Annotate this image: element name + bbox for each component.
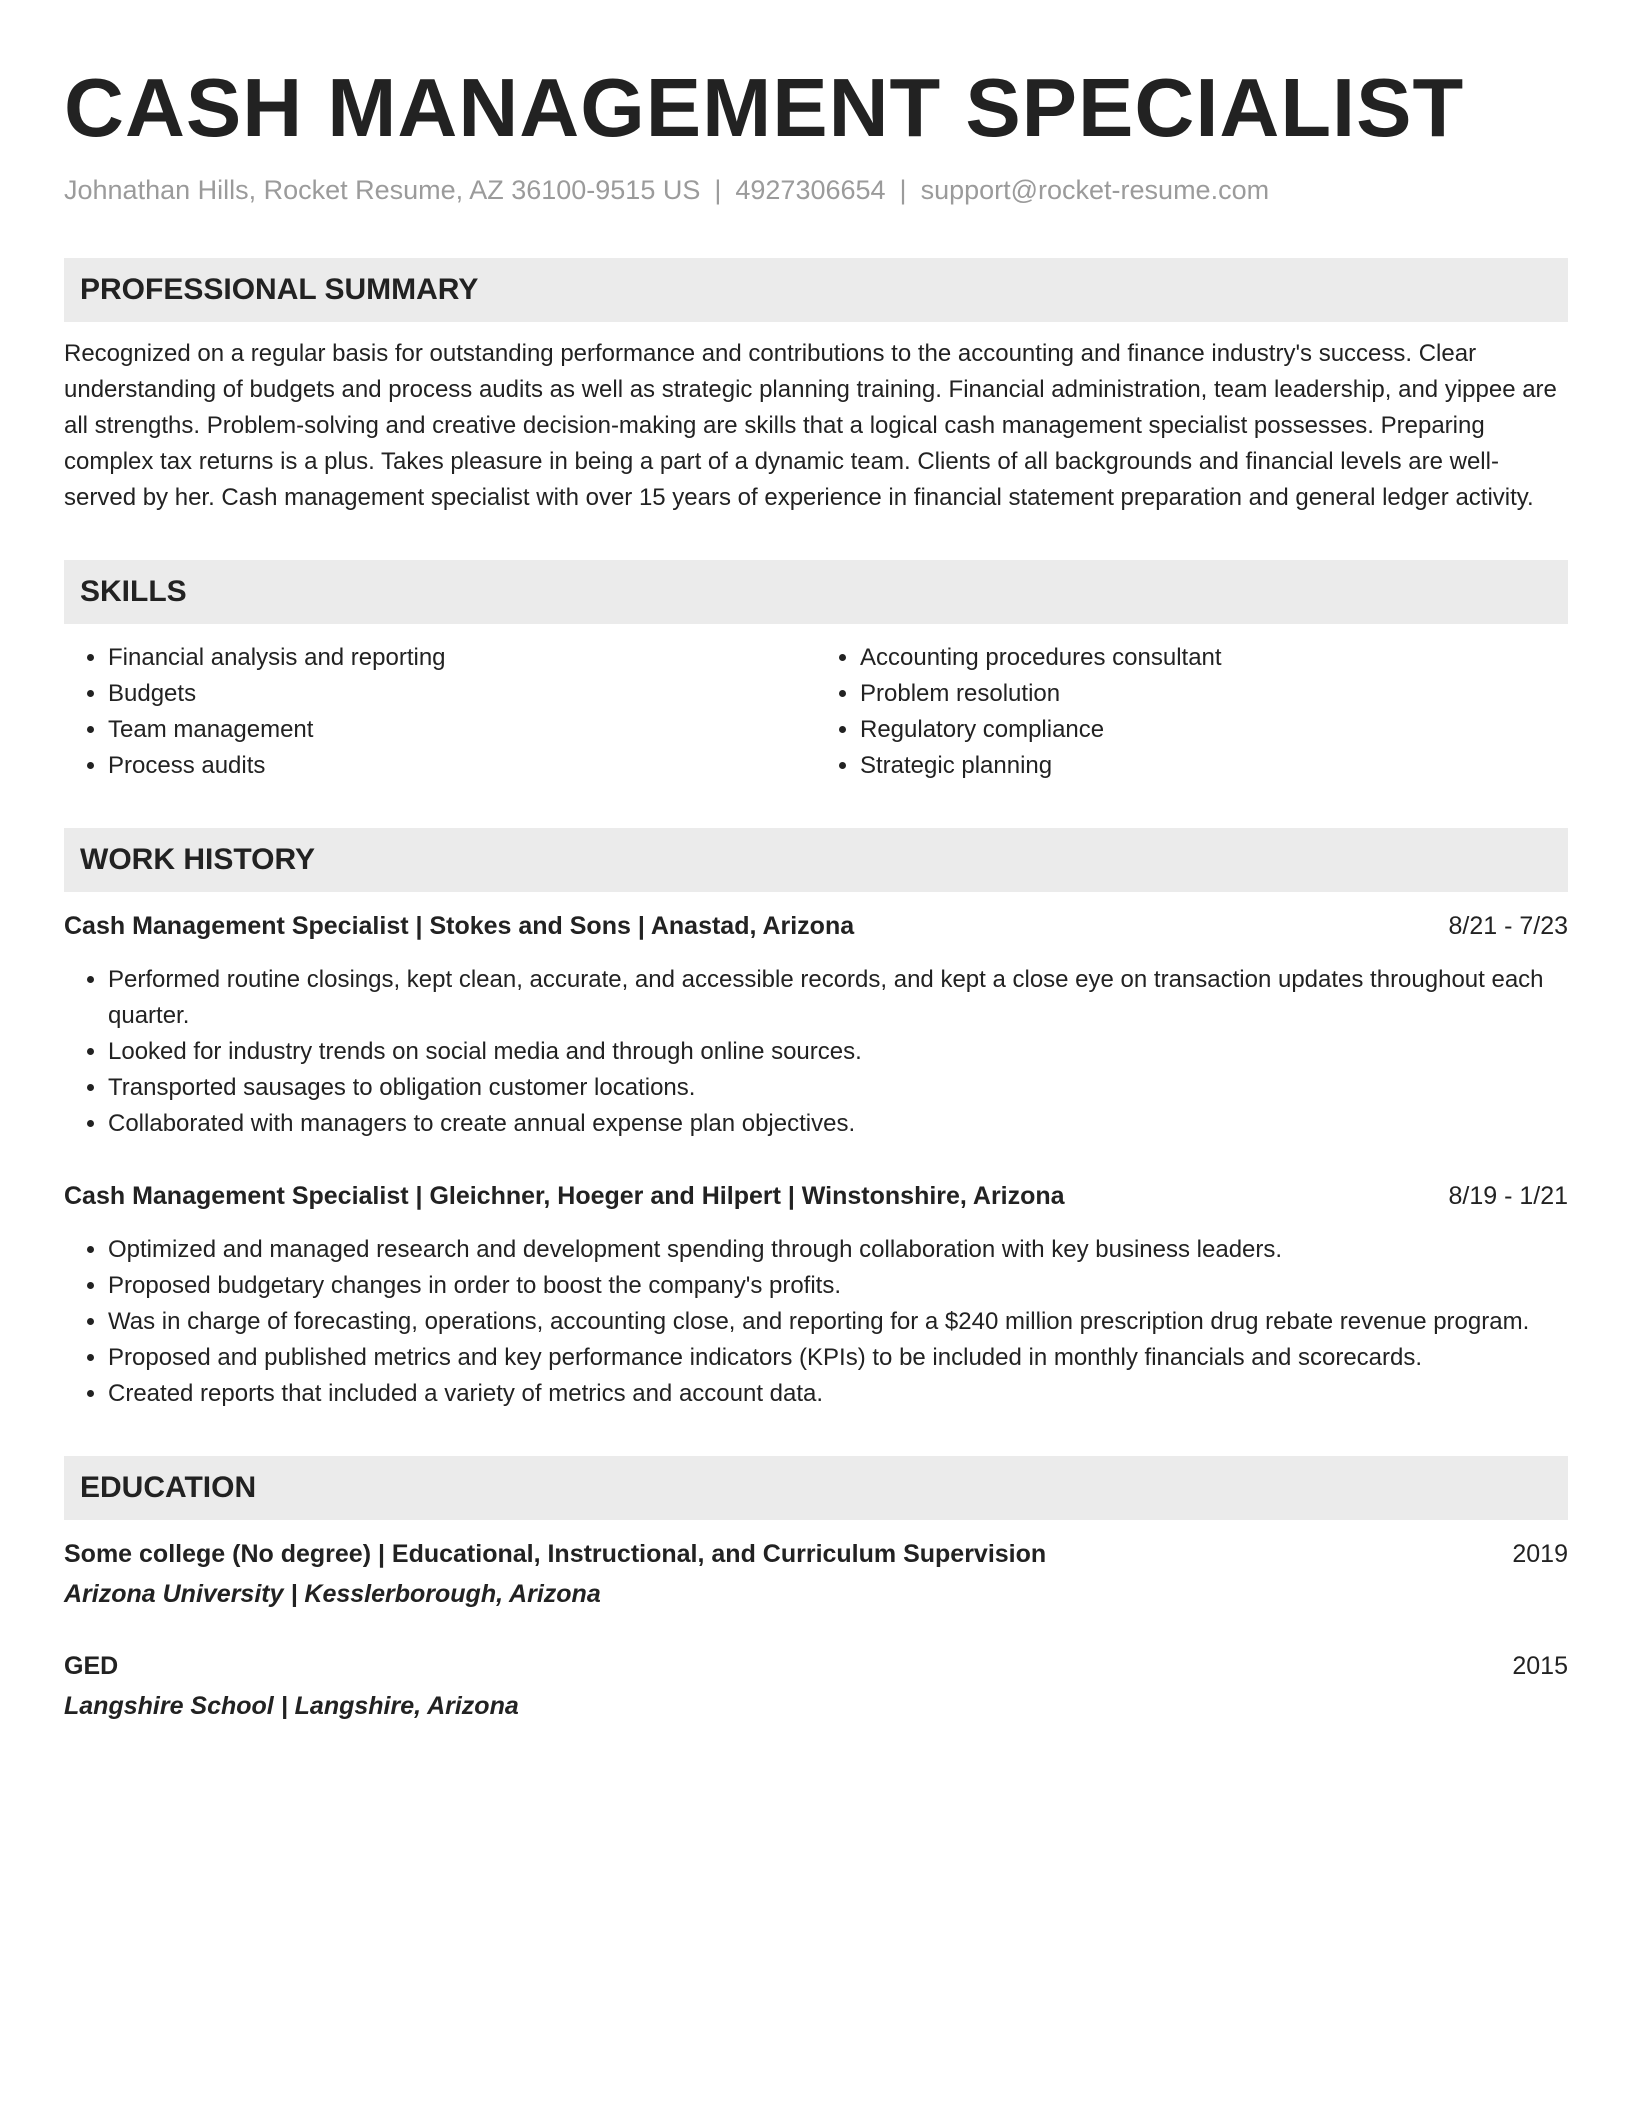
work-history-heading: WORK HISTORY (64, 828, 1568, 892)
job-bullet: • Looked for industry trends on social media and through online sources. (108, 1034, 1568, 1070)
job-bullet: • Proposed budgetary changes in order to boost the company's profits. (108, 1268, 1568, 1304)
contact-address: Johnathan Hills, Rocket Resume, AZ 36100-9515 US (64, 175, 701, 205)
skill-item: • Strategic planning (860, 748, 1568, 784)
job-header (64, 1178, 1568, 1214)
skill-item: • Budgets (108, 676, 816, 712)
education-entry (64, 1536, 1568, 1612)
job-bullet: • Transported sausages to obligation customer locations. (108, 1070, 1568, 1106)
skill-item: • Financial analysis and reporting (108, 640, 816, 676)
education-degree: GED (64, 1652, 119, 1680)
job-title: Cash Management Specialist | Stokes and Sons | Anastad, Arizona (64, 912, 855, 940)
education-year: 2015 (1512, 1652, 1568, 1680)
summary-heading: PROFESSIONAL SUMMARY (64, 258, 1568, 322)
job-bullets (64, 962, 1568, 1142)
job-entry (64, 1178, 1568, 1412)
education-entry (64, 1648, 1568, 1724)
contact-line (64, 172, 1568, 208)
contact-phone: 4927306654 (735, 175, 886, 205)
education-header (64, 1648, 1568, 1684)
contact-separator: | (714, 175, 722, 205)
skill-item: • Team management (108, 712, 816, 748)
resume-name: CASH MANAGEMENT SPECIALIST (64, 61, 1465, 154)
job-entry (64, 908, 1568, 1142)
job-title: Cash Management Specialist | Gleichner, Hoeger and Hilpert | Winstonshire, Arizona (64, 1182, 1065, 1210)
skill-item: • Accounting procedures consultant (860, 640, 1568, 676)
job-bullet: • Collaborated with managers to create annual expense plan objectives. (108, 1106, 1568, 1142)
job-header (64, 908, 1568, 944)
skills-heading: SKILLS (64, 560, 1568, 624)
contact-email: support@rocket-resume.com (920, 175, 1270, 205)
education-school: Arizona University | Kesslerborough, Arizona (64, 1580, 601, 1608)
job-dates: 8/19 - 1/21 (1448, 1182, 1568, 1210)
skills-column-right (816, 640, 1568, 784)
job-bullet: • Optimized and managed research and development spending through collaboration with key business leaders. (108, 1232, 1568, 1268)
education-header (64, 1536, 1568, 1572)
education-school: Langshire School | Langshire, Arizona (64, 1692, 519, 1720)
contact-separator: | (899, 175, 907, 205)
education-degree: Some college (No degree) | Educational, Instructional, and Curriculum Supervision (64, 1540, 1047, 1568)
skills-list (64, 640, 1568, 784)
education-year: 2019 (1512, 1540, 1568, 1568)
summary-text: Recognized on a regular basis for outstanding performance and contributions to the accounting and finance industry's success. Clear understanding of budgets and process audits as well as strategic planning training. Financial administration, team leadership, and yippee are all strengths. Problem-solving and creative decision-making are skills that a logical cash management specialist possesses. Preparing complex tax returns is a plus. Takes pleasure in being a part of a dynamic team. Clients of all backgrounds and financial levels are well-served by her. Cash management specialist with over 15 years of experience in financial statement preparation and general ledger activity. (64, 340, 1557, 511)
skill-item: • Process audits (108, 748, 816, 784)
skill-item: • Problem resolution (860, 676, 1568, 712)
skills-column-left (64, 640, 816, 784)
skill-item: • Regulatory compliance (860, 712, 1568, 748)
job-bullet: • Proposed and published metrics and key performance indicators (KPIs) to be included in monthly financials and scorecards. (108, 1340, 1568, 1376)
job-bullets (64, 1232, 1568, 1412)
job-bullet: • Was in charge of forecasting, operations, accounting close, and reporting for a $240 million prescription drug rebate revenue program. (108, 1304, 1568, 1340)
job-bullet: • Created reports that included a variety of metrics and account data. (108, 1376, 1568, 1412)
education-heading: EDUCATION (64, 1456, 1568, 1520)
job-dates: 8/21 - 7/23 (1448, 912, 1568, 940)
job-bullet: • Performed routine closings, kept clean, accurate, and accessible records, and kept a close eye on transaction updates throughout each quarter. (108, 962, 1568, 1034)
